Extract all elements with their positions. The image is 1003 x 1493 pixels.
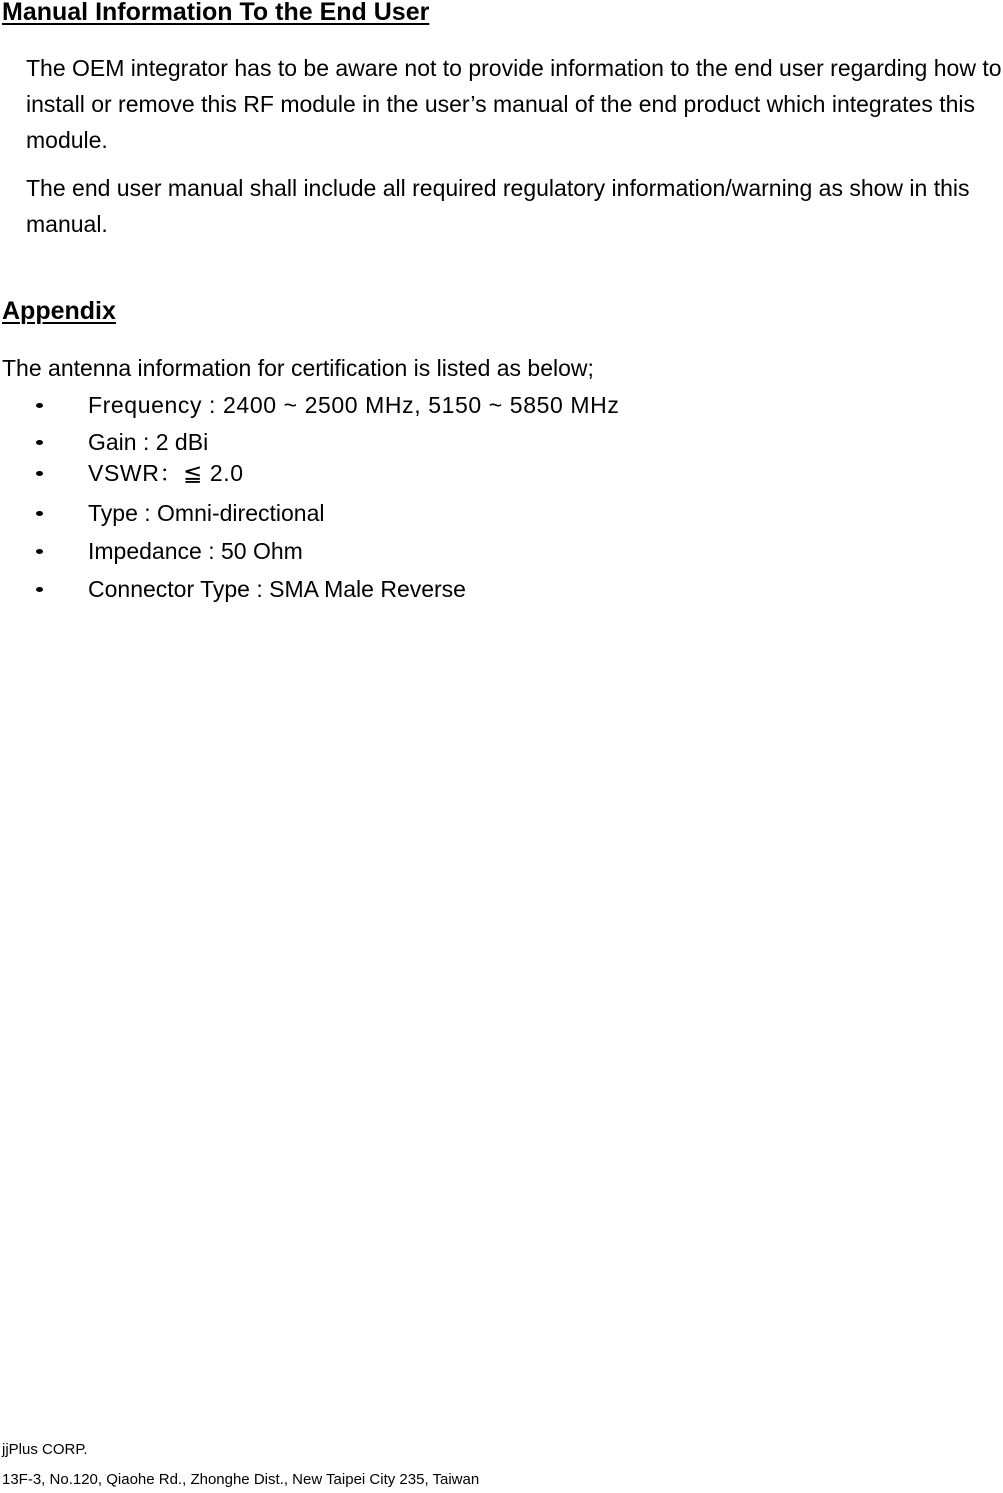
regulatory-info-paragraph: The end user manual shall include all required regulatory information/warning as show in this manual. bbox=[26, 175, 970, 237]
bullet-icon bbox=[36, 587, 43, 592]
spec-impedance-text: Impedance : 50 Ohm bbox=[88, 538, 303, 564]
oem-integrator-paragraph: The OEM integrator has to be aware not to provide information to the end user regarding how to install or remove this RF module in the user’s manual of the end product which integrates this module. bbox=[26, 55, 1002, 153]
bullet-icon bbox=[36, 511, 43, 516]
appendix-heading: Appendix bbox=[2, 297, 116, 325]
manual-info-heading: Manual Information To the End User bbox=[2, 0, 430, 26]
antenna-info-intro: The antenna information for certification is listed as below; bbox=[2, 355, 594, 381]
spec-frequency-text: Frequency : 2400 ~ 2500 MHz, 5150 ~ 5850 MHz bbox=[88, 392, 620, 418]
bullet-icon bbox=[36, 471, 43, 476]
spec-gain-text: Gain : 2 dBi bbox=[88, 429, 209, 455]
footer-company-address: 13F-3, No.120, Qiaohe Rd., Zhonghe Dist., New Taipei City 235, Taiwan bbox=[2, 1471, 480, 1488]
footer-company-name: jjPlus CORP. bbox=[2, 1441, 88, 1458]
spec-vswr-text: VSWR：≦ 2.0 bbox=[88, 460, 244, 486]
spec-connector-text: Connector Type : SMA Male Reverse bbox=[88, 576, 466, 602]
bullet-icon bbox=[36, 403, 43, 408]
spec-type-text: Type : Omni-directional bbox=[88, 500, 325, 526]
bullet-icon bbox=[36, 440, 43, 445]
bullet-icon bbox=[36, 549, 43, 554]
